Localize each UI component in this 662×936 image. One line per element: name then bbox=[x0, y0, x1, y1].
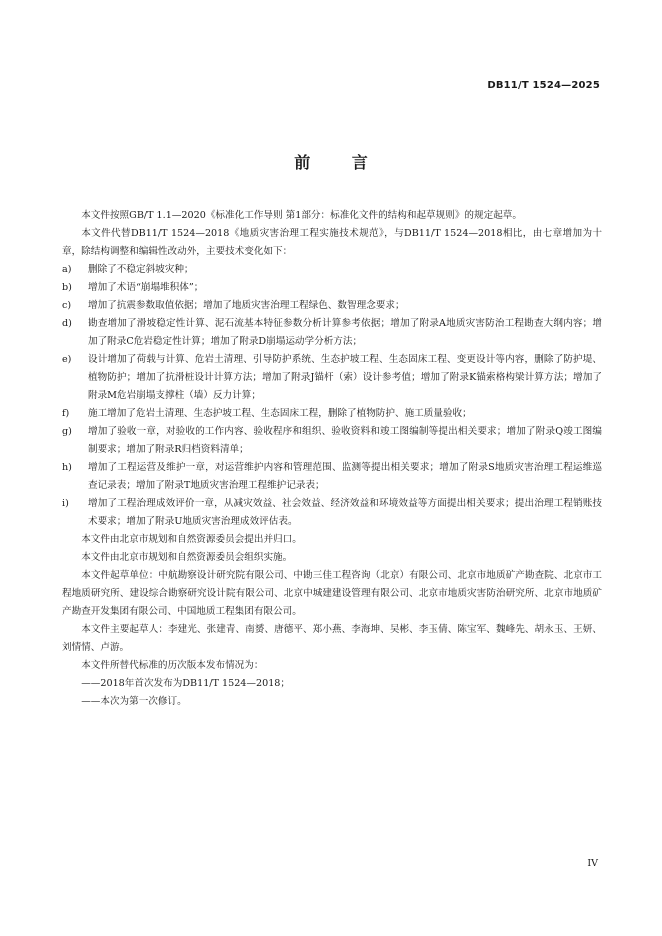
change-label: h) bbox=[62, 462, 72, 473]
change-label: g) bbox=[62, 426, 72, 437]
paragraph-drafters: 本文件主要起草人：李建光、张建青、南赟、唐德平、郑小燕、李海坤、吴彬、李玉倩、陈宝军、魏峰先、胡永玉、王妍、刘情情、卢游。 bbox=[62, 624, 602, 653]
change-item-a bbox=[62, 261, 602, 279]
change-item-d bbox=[62, 315, 602, 351]
change-label: e) bbox=[62, 354, 72, 365]
change-item-c bbox=[62, 297, 602, 315]
change-text: 删除了不稳定斜坡灾种； bbox=[88, 264, 194, 275]
foreword-body bbox=[62, 207, 602, 711]
change-text: 增加了验收一章，对验收的工作内容、验收程序和组织、验收资料和竣工图编制等提出相关要求；增加了附录Q竣工图编制要求；增加了附录R归档资料清单； bbox=[88, 426, 602, 455]
change-item-b bbox=[62, 279, 602, 297]
paragraph-drafting-units: 本文件起草单位：中航勘察设计研究院有限公司、中勘三佳工程咨询（北京）有限公司、北京市地质矿产勘查院、北京市工程地质研究所、建设综合勘察研究设计院有限公司、北京中城建建设管理有限公司、北京市地质灾害防治研究所、北京市地质矿产勘查开发集团有限公司、中国地质工程集团有限公司。 bbox=[62, 570, 602, 617]
change-text: 增加了工程运营及维护一章，对运营维护内容和管理范围、监测等提出相关要求；增加了附录S地质灾害治理工程运维巡查记录表；增加了附录T地质灾害治理工程维护记录表； bbox=[88, 462, 602, 491]
paragraph-replacement-note: 本文件代替DB11/T 1524—2018《地质灾害治理工程实施技术规范》，与DB11/T 1524—2018相比，由七章增加为十章，除结构调整和编辑性改动外，主要技术变化如下： bbox=[62, 228, 602, 257]
change-item-h bbox=[62, 459, 602, 495]
change-label: f) bbox=[62, 408, 70, 419]
standard-code: DB11/T 1524—2025 bbox=[487, 80, 600, 91]
paragraph-drafting-basis: 本文件按照GB/T 1.1—2020《标准化工作导则 第1部分：标准化文件的结构和起草规则》的规定起草。 bbox=[81, 210, 522, 221]
change-label: a) bbox=[62, 264, 72, 275]
history-item: ——本次为第一次修订。 bbox=[81, 696, 187, 707]
change-label: b) bbox=[62, 282, 72, 293]
change-item-i bbox=[62, 495, 602, 531]
change-label: i) bbox=[62, 498, 69, 509]
change-text: 增加了术语“崩塌堆积体”； bbox=[88, 282, 204, 293]
change-text: 增加了抗震参数取值依据；增加了地质灾害治理工程绿色、数智理念要求； bbox=[88, 300, 405, 311]
change-item-e bbox=[62, 351, 602, 405]
paragraph-history-intro: 本文件所替代标准的历次版本发布情况为： bbox=[81, 660, 264, 671]
change-label: c) bbox=[62, 300, 72, 311]
history-item: ——2018年首次发布为DB11/T 1524—2018； bbox=[81, 678, 291, 689]
change-label: d) bbox=[62, 318, 72, 329]
change-text: 设计增加了荷载与计算、危岩土清理、引导防护系统、生态护坡工程、生态固床工程、变更设计等内容，删除了防护堤、植物防护；增加了抗滑桩设计计算方法；增加了附录J锚杆（索）设计参考值；增加了附录K锚索格构梁计算方法；增加了附录M危岩崩塌支撑柱（墙）反力计算； bbox=[88, 354, 602, 401]
change-item-g bbox=[62, 423, 602, 459]
paragraph-proposer: 本文件由北京市规划和自然资源委员会提出并归口。 bbox=[81, 534, 302, 545]
change-item-f bbox=[62, 405, 602, 423]
change-text: 勘查增加了滑坡稳定性计算、泥石流基本特征参数分析计算参考依据；增加了附录A地质灾害防治工程勘查大纲内容；增加了附录C危岩稳定性计算；增加了附录D崩塌运动学分析方法； bbox=[88, 318, 602, 347]
paragraph-implementer: 本文件由北京市规划和自然资源委员会组织实施。 bbox=[81, 552, 293, 563]
page-number: IV bbox=[587, 858, 598, 869]
change-text: 增加了工程治理成效评价一章，从减灾效益、社会效益、经济效益和环境效益等方面提出相关要求；提出治理工程销账技术要求；增加了附录U地质灾害治理成效评估表。 bbox=[88, 498, 602, 527]
change-text: 施工增加了危岩土清理、生态护坡工程、生态固床工程，删除了植物防护、施工质量验收； bbox=[88, 408, 472, 419]
page-title: 前 言 bbox=[294, 153, 386, 172]
